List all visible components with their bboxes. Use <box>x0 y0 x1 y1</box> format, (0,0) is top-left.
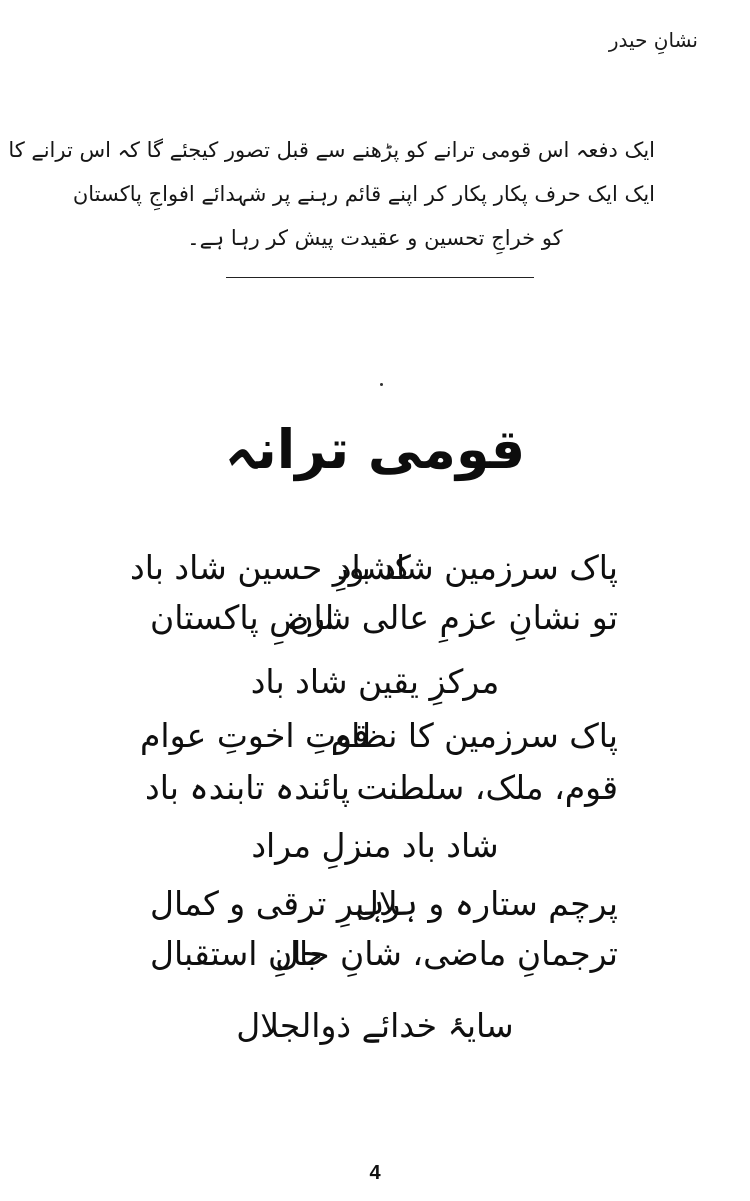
verse-right: پاک سرزمین کا نظام <box>330 716 618 755</box>
verse-left: کشورِ حسین شاد باد <box>130 548 411 587</box>
intro-underline <box>226 277 534 278</box>
verse-left: رہبرِ ترقی و کمال <box>150 884 401 923</box>
running-header: نشانِ حیدر <box>608 28 698 52</box>
anthem-refrain: مرکزِ یقین شاد باد <box>250 662 500 701</box>
verse-row <box>140 716 618 762</box>
verse-row <box>145 768 618 814</box>
anthem-refrain: شاد باد منزلِ مراد <box>251 826 499 865</box>
intro-line: ایک دفعہ اس قومی ترانے کو پڑھنے سے قبل تصور کیجئے گا کہ اس ترانے کا <box>8 138 655 162</box>
intro-line: ایک ایک حرف پکار پکار کر اپنے قائم رہنے پر شہدائے افواجِ پاکستان <box>72 182 655 206</box>
print-speck <box>380 383 383 386</box>
page-number: 4 <box>369 1162 381 1184</box>
verse-row <box>150 598 618 644</box>
verse-left: ارضِ پاکستان <box>150 598 335 637</box>
verse-left: پائندہ تابندہ باد <box>145 768 350 807</box>
verse-right: پرچم ستارہ و ہلال <box>354 884 618 923</box>
verse-row <box>130 548 618 594</box>
verse-right: پاک سرزمین شاد باد <box>336 548 618 587</box>
verse-right: قوم، ملک، سلطنت <box>356 768 618 807</box>
verse-row <box>150 884 618 930</box>
anthem-title: قومی ترانہ <box>224 418 526 481</box>
intro-line: کو خراجِ تحسین و عقیدت پیش کر رہا ہے۔ <box>187 226 563 250</box>
verse-right: تو نشانِ عزمِ عالی شان <box>289 598 618 637</box>
verse-left: قوتِ اخوتِ عوام <box>140 716 369 755</box>
verse-right: ترجمانِ ماضی، شانِ حال <box>275 934 618 973</box>
intro-paragraph <box>8 128 655 260</box>
verse-row <box>150 934 618 980</box>
verse-left: جانِ استقبال <box>150 934 323 973</box>
anthem-closing-line: سایۂ خدائے ذوالجلال <box>236 1006 514 1045</box>
